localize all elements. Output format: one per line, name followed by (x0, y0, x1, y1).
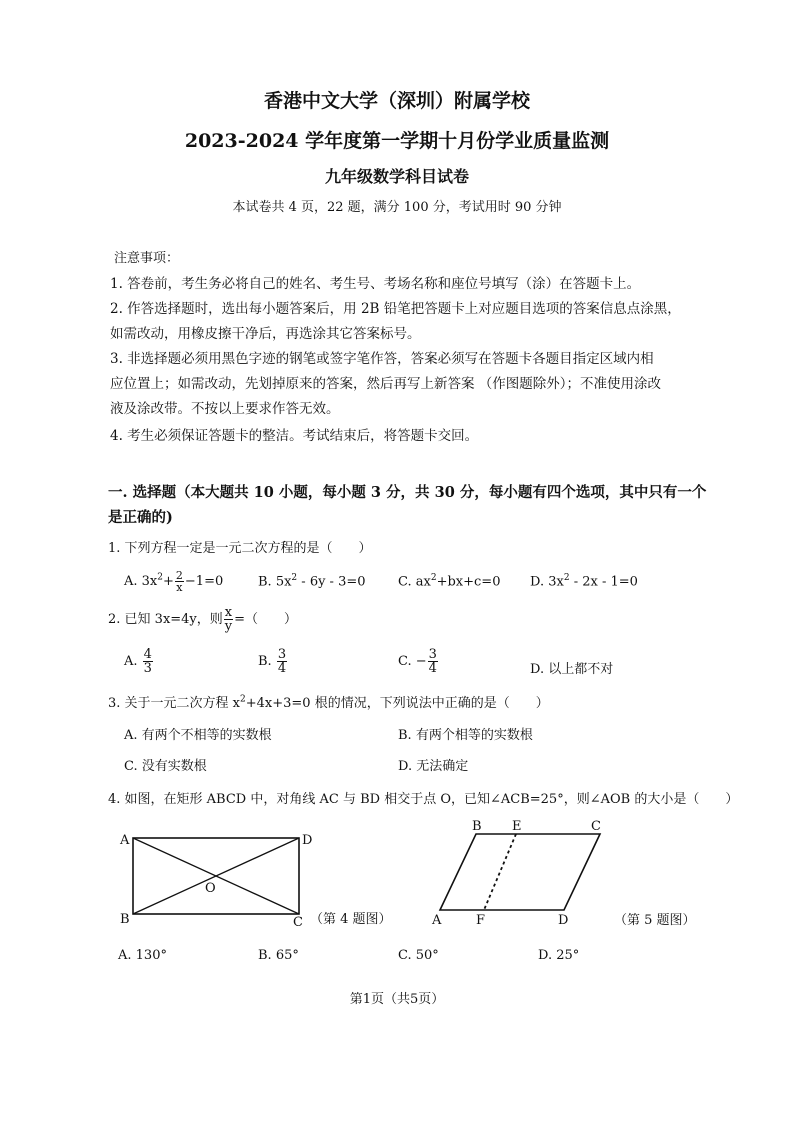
parallelogram-abcd (440, 834, 600, 910)
exam-title: 2023-2024 学年度第一学期十月份学业质量监测 (184, 130, 610, 152)
note-line: 如需改动，用橡皮擦干净后，再选涂其它答案标号。 (110, 326, 421, 342)
figure-5-caption: （第 5 题图） (614, 913, 696, 928)
note-line: 2. 作答选择题时，选出每小题答案后，用 2B 铅笔把答题卡上对应题目选项的答案信息点涂黑， (110, 301, 681, 317)
subject-title: 九年级数学科目试卷 (324, 167, 469, 186)
fold-line-ef (484, 834, 516, 910)
point-label-d: D (302, 833, 313, 848)
figure-5-parallelogram (428, 816, 708, 931)
q4-option-d: D. 25° (538, 948, 580, 963)
q3-option-b: B. 有两个相等的实数根 (398, 728, 533, 743)
q3-option-c: C. 没有实数根 (124, 759, 207, 774)
note-line: 1. 答卷前，考生务必将自己的姓名、考生号、考场名称和座位号填写（涂）在答题卡上。 (110, 276, 641, 292)
exam-info: 本试卷共 4 页，22 题，满分 100 分，考试用时 90 分钟 (232, 200, 562, 215)
q1-option-a: A. $3x^2+$ $\frac{2}{x}$ −1=0 (124, 569, 224, 594)
question-3-stem: 3. 关于一元二次方程 $x^2+4x+3=0$ 根的情况，下列说法中正确的是（ ） (108, 694, 549, 711)
section-heading: 一. 选择题（本大题共 10 小题，每小题 3 分，共 30 分，每小题有四个选项，其中只有一个 (108, 484, 707, 501)
point-label-a: A (432, 913, 442, 928)
point-label-b: B (120, 912, 130, 927)
note-line: 应位置上；如需改动，先划掉原来的答案，然后再写上新答案 （作图题除外）；不准使用涂改 (110, 376, 662, 392)
q2-option-d: D. 以上都不对 (530, 662, 614, 677)
point-label-c: C (293, 915, 303, 930)
point-label-f: F (476, 913, 486, 928)
q2-option-b: B. $\frac{3}{4}$ (258, 647, 287, 676)
note-line: 液及涂改带。不按以上要求作答无效。 (110, 401, 340, 417)
q2-option-c: C. − $\frac{3}{4}$ (398, 647, 437, 676)
q4-option-a: A. 130° (118, 948, 167, 963)
point-label-c: C (591, 819, 601, 834)
point-label-o: O (205, 881, 216, 896)
q3-option-d: D. 无法确定 (398, 759, 469, 774)
question-4-stem: 4. 如图，在矩形 ABCD 中，对角线 AC 与 BD 相交于点 O，已知∠ACB=25°，则∠AOB 的大小是（ ） (108, 792, 739, 807)
school-name: 香港中文大学（深圳）附属学校 (263, 90, 530, 112)
note-line: 3. 非选择题必须用黑色字迹的钢笔或签字笔作答，答案必须写在答题卡各题目指定区域内相 (110, 351, 654, 367)
point-label-e: E (512, 819, 522, 834)
point-label-b: B (472, 819, 482, 834)
question-2-stem: 2. 已知 3x=4y，则 $\frac{x}{y}$ =（ ） (108, 605, 298, 634)
point-label-d: D (558, 913, 569, 928)
q3-option-a: A. 有两个不相等的实数根 (124, 728, 272, 743)
point-label-a: A (120, 833, 130, 848)
question-1-stem: 1. 下列方程一定是一元二次方程的是（ ） (108, 541, 372, 556)
q1-option-b: B. $5x^2 - 6y - 3=0$ (258, 573, 366, 590)
q4-option-b: B. 65° (258, 948, 299, 963)
q4-option-c: C. 50° (398, 948, 439, 963)
section-heading-cont: 是正确的) (108, 509, 173, 526)
notes-heading: 注意事项： (114, 251, 180, 266)
page-number: 第1页（共5页） (349, 992, 445, 1007)
note-line: 4. 考生必须保证答题卡的整洁。考试结束后，将答题卡交回。 (110, 428, 479, 444)
q1-option-c: C. $ax^2+bx+c=0$ (398, 573, 501, 590)
q2-option-a: A. $\frac{4}{3}$ (124, 647, 152, 676)
figure-4-caption: （第 4 题图） (310, 912, 392, 927)
figure-4-rectangle (112, 826, 402, 931)
q1-option-d: D. $3x^2 - 2x - 1=0$ (530, 573, 638, 590)
